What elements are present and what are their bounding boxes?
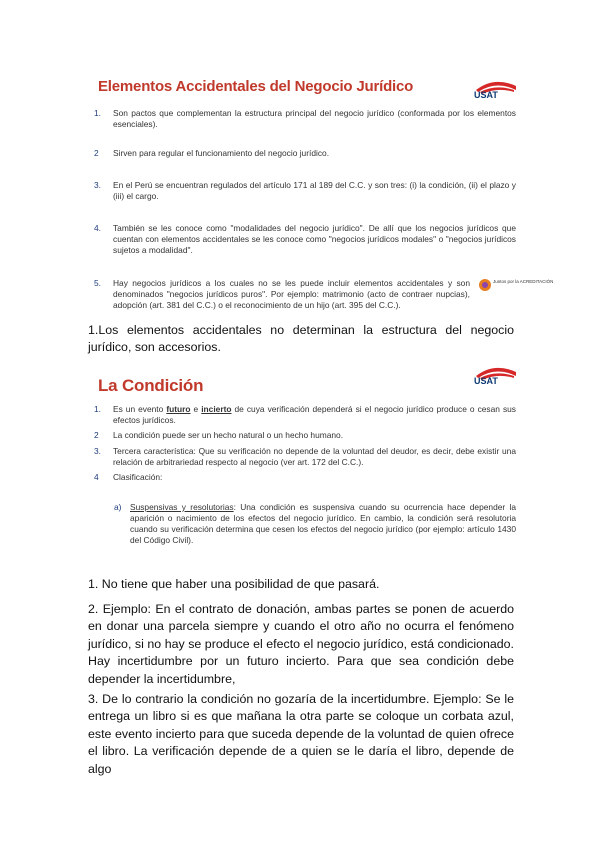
usat-logo bbox=[472, 78, 518, 112]
usat-logo bbox=[472, 364, 518, 398]
acreditacion-text: Juntos por la ACREDITACIÓN bbox=[493, 279, 554, 284]
paragraph-2: 1. No tiene que haber una posibilidad de que pasará. bbox=[88, 577, 380, 591]
paragraph-4: 3. De lo contrario la condición no gozaría de la incertidumbre. Ejemplo: Se le entrega un libro si es que mañana la otra parte se coloque un corbata azul, este evento incierto para que suceda depende de la voluntad de quien ofrece el libro. La verificación depende de a quien se le daría el libro, depende de algo bbox=[88, 692, 514, 776]
slide-title: Elementos Accidentales del Negocio Jurídico bbox=[98, 78, 414, 95]
slide-la-condicion: La Condición USAT 1. Es un evento futuro e incierto de cuya verificación dependerá si el negocio jurídico produce o cesan sus efectos jurídicos. 2 La condición puede ser un hecho natural o un hecho humano. 3. Tercera característica: Que su verificación no depende de la voluntad del deudor, es decir, debe existir una relación de arbitrariedad respecto al negocio (ver art. 172 del C.C.). 4 Clasificación: a) Suspensivas y resolutorias: Una condición es suspensiva cuando su ocurrencia hace depender la aparición o nacimiento de los efectos del negocio jurídico. En cambio, la condición será resolutoria cuando su verificación determina que cesen los efectos del negocio jurídico (por ejemplo: artículo 1430 del Código Civil). bbox=[88, 360, 524, 570]
paragraph-1: 1.Los elementos accidentales no determinan la estructura del negocio jurídico, son accesorios. bbox=[88, 323, 514, 355]
slide-elementos-accidentales: Elementos Accidentales del Negocio Jurídico USAT 1. Son pactos que complementan la estructura principal del negocio jurídico (conformada por los elementos esenciales). 2 Sirven para regular el funcionamiento del negocio jurídico. 3. En el Perú se encuentran regulados del artículo 171 al 189 del C.C. y son tres: (i) la condición, (ii) el plazo y (iii) el cargo. 4. También se les conoce como "modalidades del negocio jurídico". De allí que los negocios jurídicos que cuentan con elementos accidentales se les conoce como "negocios jurídicos modales" o "negocios jurídicos sujetos a modalidad". 5. Hay negocios jurídicos a los cuales no se les puede incluir elementos accidentales y son denominados "negocios jurídicos puros". Por ejemplo: matrimonio (acto de contraer nupcias), adopción (art. 381 del C.C.) o el reconocimiento de un hijo (art. 395 del C.C.). Juntos por la ACREDITACIÓN bbox=[88, 74, 524, 314]
slide-title: La Condición bbox=[98, 376, 204, 395]
paragraph-3: 2. Ejemplo: En el contrato de donación, ambas partes se ponen de acuerdo en donar una parcela siempre y cuando el otro año no ocurra el fenómeno jurídico, si no hay se produce el efecto el negocio jurídico, está condicionado. Hay incertidumbre por un futuro incierto. Para que sea condición debe depender la incertidumbre, bbox=[88, 602, 514, 686]
acreditacion-logo bbox=[478, 274, 554, 296]
logo-text: USAT bbox=[474, 376, 498, 386]
logo-text: USAT bbox=[474, 90, 498, 100]
